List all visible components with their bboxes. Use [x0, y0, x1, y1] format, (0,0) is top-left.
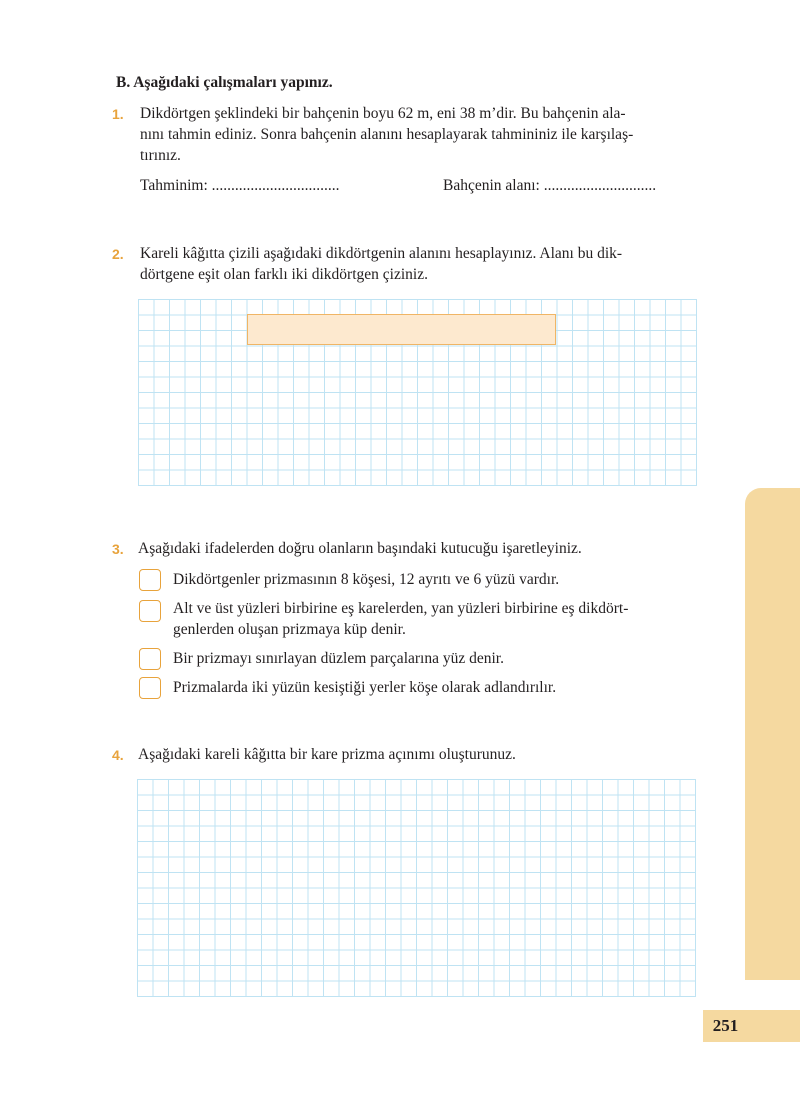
- statement-4-checkbox[interactable]: [139, 677, 161, 699]
- question-2-line-1: Kareli kâğıtta çizili aşağıdaki dikdörtgenin alanını hesaplayınız. Alanı bu dik-: [140, 245, 623, 262]
- statement-3-checkbox[interactable]: [139, 648, 161, 670]
- question-3-prompt: Aşağıdaki ifadelerden doğru olanların başındaki kutucuğu işaretleyiniz.: [138, 540, 582, 557]
- page-number-box: [703, 1010, 800, 1042]
- grid-paper-q2[interactable]: [138, 299, 697, 486]
- statement-4-text: Prizmalarda iki yüzün kesiştiği yerler köşe olarak adlandırılır.: [173, 679, 557, 696]
- side-tab: [745, 488, 800, 980]
- statement-1-checkbox[interactable]: [139, 569, 161, 591]
- question-1-line-3: tırınız.: [140, 147, 181, 164]
- question-3-number: 3.: [112, 541, 124, 557]
- question-2-number: 2.: [112, 246, 124, 262]
- given-rectangle: [247, 314, 556, 345]
- question-1-number: 1.: [112, 106, 124, 122]
- grid-paper-q4[interactable]: [137, 779, 696, 997]
- page-number: 251: [712, 1016, 739, 1035]
- question-4-number: 4.: [112, 747, 124, 763]
- question-1-line-1: Dikdörtgen şeklindeki bir bahçenin boyu 62 m, eni 38 m’dir. Bu bahçenin ala-: [140, 105, 626, 122]
- statement-2-checkbox[interactable]: [139, 600, 161, 622]
- section-heading: B. Aşağıdaki çalışmaları yapınız.: [116, 74, 333, 91]
- statement-2-text-line-2: genlerden oluşan prizmaya küp denir.: [173, 621, 406, 638]
- question-2-line-2: dörtgene eşit olan farklı iki dikdörtgen çiziniz.: [140, 266, 428, 283]
- question-4-prompt: Aşağıdaki kareli kâğıtta bir kare prizma açınımı oluşturunuz.: [138, 746, 516, 763]
- statement-2-text-line-1: Alt ve üst yüzleri birbirine eş karelerden, yan yüzleri birbirine eş dikdört-: [173, 600, 629, 617]
- statement-1-text: Dikdörtgenler prizmasının 8 köşesi, 12 ayrıtı ve 6 yüzü vardır.: [173, 571, 560, 588]
- area-field[interactable]: Bahçenin alanı: .............................: [443, 177, 657, 194]
- question-1-line-2: nını tahmin ediniz. Sonra bahçenin alanını hesaplayarak tahmininiz ile karşılaş-: [140, 126, 634, 143]
- statement-3-text: Bir prizmayı sınırlayan düzlem parçalarına yüz denir.: [173, 650, 504, 667]
- estimate-field[interactable]: Tahminim: .................................: [140, 177, 340, 194]
